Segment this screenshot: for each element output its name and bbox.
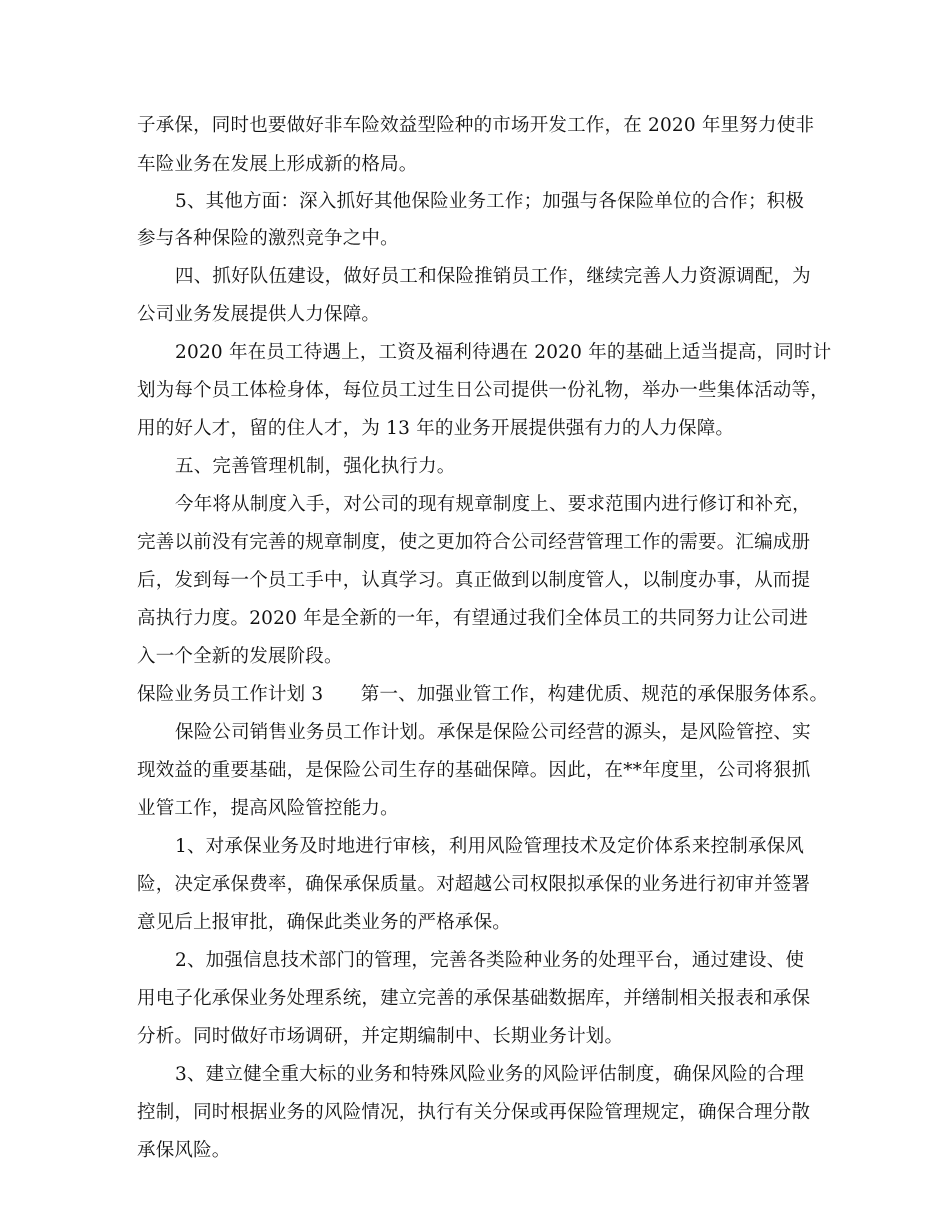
text-line: 用电子化承保业务处理系统，建立完善的承保基础数据库，并缮制相关报表和承保 [137, 988, 811, 1009]
text-line: 参与各种保险的激烈竞争之中。 [137, 228, 399, 249]
text-line: 完善以前没有完善的规章制度，使之更加符合公司经营管理工作的需要。汇编成册 [137, 532, 811, 553]
text-line: 险，决定承保费率，确保承保质量。对超越公司权限拟承保的业务进行初审并签署 [137, 874, 811, 895]
text-line: 五、完善管理机制，强化执行力。 [175, 456, 456, 477]
text-line: 四、抓好队伍建设，做好员工和保险推销员工作，继续完善人力资源调配，为 [175, 266, 811, 287]
text-line: 2020 年在员工待遇上，工资及福利待遇在 2020 年的基础上适当提高，同时计 [175, 342, 832, 363]
text-line: 公司业务发展提供人力保障。 [137, 304, 381, 325]
text-line: 1、对承保业务及时地进行审核，利用风险管理技术及定价体系来控制承保风 [175, 836, 805, 857]
text-line: 现效益的重要基础，是保险公司生存的基础保障。因此，在**年度里，公司将狠抓 [137, 760, 811, 781]
text-line: 3、建立健全重大标的业务和特殊风险业务的风险评估制度，确保风险的合理 [175, 1064, 805, 1085]
text-line: 今年将从制度入手，对公司的现有规章制度上、要求范围内进行修订和补充， [175, 494, 811, 515]
text-line: 划为每个员工体检身体，每位员工过生日公司提供一份礼物，举办一些集体活动等， [137, 380, 829, 401]
text-line: 保险公司销售业务员工作计划。承保是保险公司经营的源头，是风险管控、实 [175, 722, 811, 743]
text-line: 意见后上报审批，确保此类业务的严格承保。 [137, 912, 512, 933]
text-line: 用的好人才，留的住人才，为 13 年的业务开展提供强有力的人力保障。 [137, 418, 735, 439]
text-line: 5、其他方面：深入抓好其他保险业务工作；加强与各保险单位的合作；积极 [175, 191, 805, 212]
text-line: 高执行力度。2020 年是全新的一年，有望通过我们全体员工的共同努力让公司进 [137, 608, 809, 629]
text-line: 车险业务在发展上形成新的格局。 [137, 154, 418, 175]
text-line: 后，发到每一个员工手中，认真学习。真正做到以制度管人，以制度办事，从而提 [137, 570, 811, 591]
text-line: 承保风险。 [137, 1140, 231, 1161]
section-heading-line: 保险业务员工作计划 3 第一、加强业管工作，构建优质、规范的承保服务体系。 [137, 684, 829, 705]
text-line: 子承保，同时也要做好非车险效益型险种的市场开发工作，在 2020 年里努力使非 [137, 115, 815, 136]
text-line: 2、加强信息技术部门的管理，完善各类险种业务的处理平台，通过建设、使 [175, 950, 805, 971]
text-line: 分析。同时做好市场调研，并定期编制中、长期业务计划。 [137, 1026, 624, 1047]
text-line: 业管工作，提高风险管控能力。 [137, 798, 399, 819]
text-line: 控制，同时根据业务的风险情况，执行有关分保或再保险管理规定，确保合理分散 [137, 1102, 811, 1123]
text-line: 入一个全新的发展阶段。 [137, 646, 343, 667]
